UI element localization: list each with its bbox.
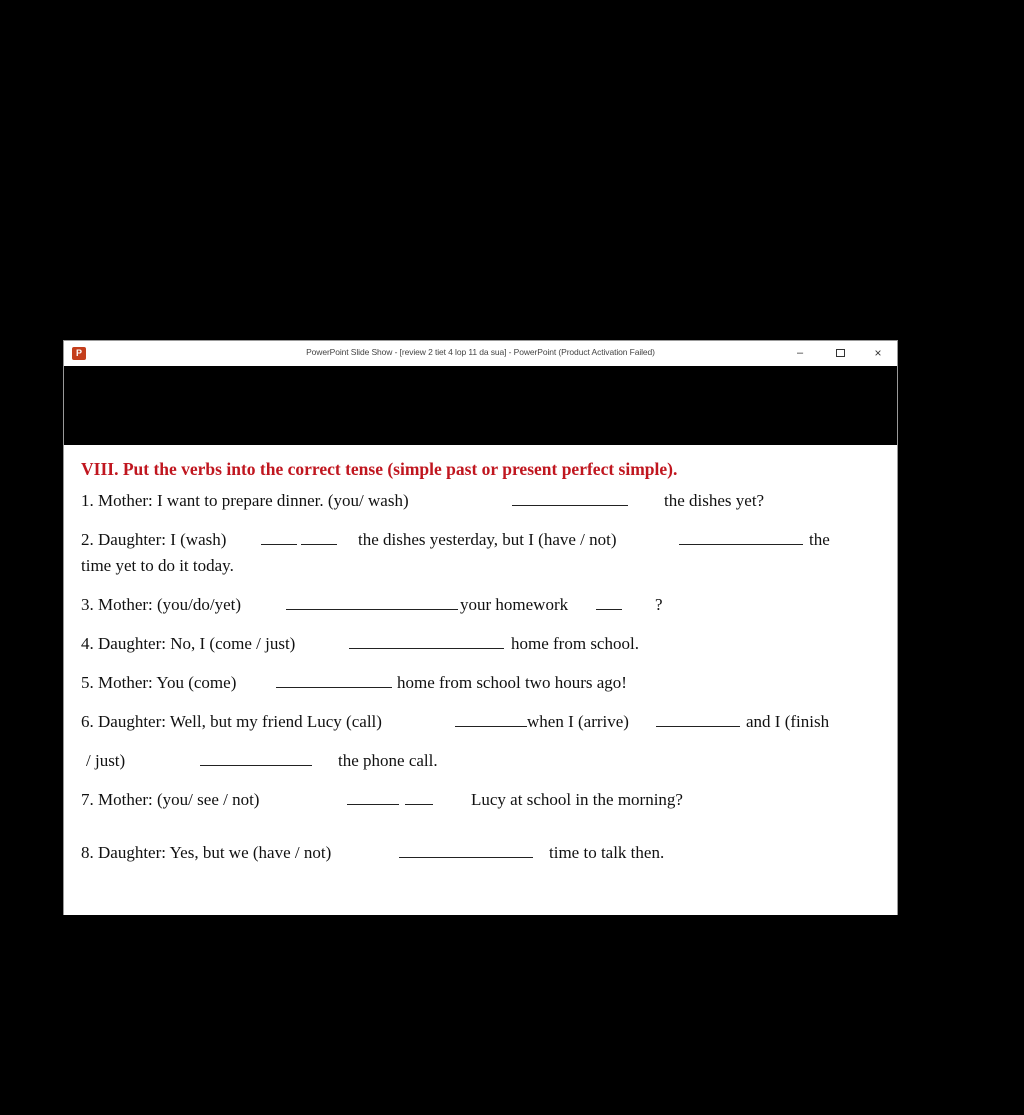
q8-text: 8. Daughter: Yes, but we (have / not) — [81, 843, 332, 862]
answer-blank — [679, 543, 803, 545]
slide-content[interactable] — [64, 445, 897, 915]
q6-blank-line-2 — [656, 712, 740, 732]
q6-tail: the phone call. — [338, 751, 438, 770]
q2-middle: the dishes yesterday, but I (have / not) — [358, 530, 617, 549]
slide-top-band — [64, 366, 897, 445]
maximize-icon — [836, 349, 845, 357]
q7-blank-line — [347, 790, 433, 810]
q1-text: 1. Mother: I want to prepare dinner. (you/ wash) — [81, 491, 409, 510]
q2-blank-line-2 — [679, 530, 803, 550]
q3-blank-line — [286, 595, 458, 615]
q5-text: 5. Mother: You (come) — [81, 673, 237, 692]
q1-blank-line — [512, 491, 628, 511]
q6-end: and I (finish — [746, 712, 830, 731]
q6-middle: when I (arrive) — [527, 712, 629, 731]
q7-text: 7. Mother: (you/ see / not) — [81, 790, 260, 809]
q3-text: 3. Mother: (you/do/yet) — [81, 595, 242, 614]
powerpoint-app-icon: P — [72, 347, 86, 360]
answer-blank — [596, 608, 622, 610]
q2-continuation: time yet to do it today. — [81, 556, 234, 575]
q3-end: ? — [655, 595, 663, 614]
q6-blank-line — [455, 712, 527, 732]
q5-blank-line — [276, 673, 392, 693]
answer-blank — [656, 725, 740, 727]
answer-blank — [276, 686, 392, 688]
exercise-heading: VIII. Put the verbs into the correct tense (simple past or present perfect simple). — [81, 459, 678, 479]
powerpoint-window — [63, 340, 898, 915]
answer-blank — [286, 608, 458, 610]
answer-blank — [261, 543, 297, 545]
close-button[interactable]: × — [874, 346, 882, 360]
q4-text: 4. Daughter: No, I (come / just) — [81, 634, 296, 653]
q2-blank-line — [261, 530, 337, 550]
maximize-button[interactable] — [830, 344, 850, 362]
minimize-button[interactable]: – — [796, 347, 804, 359]
q1-tail: the dishes yet? — [664, 491, 765, 510]
answer-blank — [455, 725, 527, 727]
answer-blank — [349, 647, 504, 649]
q3-middle: your homework — [460, 595, 569, 614]
answer-blank — [200, 764, 312, 766]
q3-blank-line-2 — [596, 595, 622, 615]
answer-blank — [405, 803, 433, 805]
window-title: PowerPoint Slide Show - [review 2 tiet 4 lop 11 da sua] - PowerPoint (Product Activation Failed) — [306, 347, 655, 357]
q6-continuation: / just) — [86, 751, 126, 770]
q8-tail: time to talk then. — [549, 843, 665, 862]
q8-blank-line — [399, 843, 533, 863]
q2-end: the — [809, 530, 830, 549]
title-bar — [64, 341, 897, 366]
answer-blank — [301, 543, 337, 545]
answer-blank — [512, 504, 628, 506]
q4-blank-line — [349, 634, 504, 654]
q5-tail: home from school two hours ago! — [397, 673, 627, 692]
q7-tail: Lucy at school in the morning? — [471, 790, 683, 809]
q4-tail: home from school. — [511, 634, 639, 653]
answer-blank — [347, 803, 399, 805]
q2-text: 2. Daughter: I (wash) — [81, 530, 227, 549]
answer-blank — [399, 856, 533, 858]
q6-blank-line-3 — [200, 751, 312, 771]
q6-text: 6. Daughter: Well, but my friend Lucy (call) — [81, 712, 382, 731]
question-1 — [81, 491, 409, 511]
